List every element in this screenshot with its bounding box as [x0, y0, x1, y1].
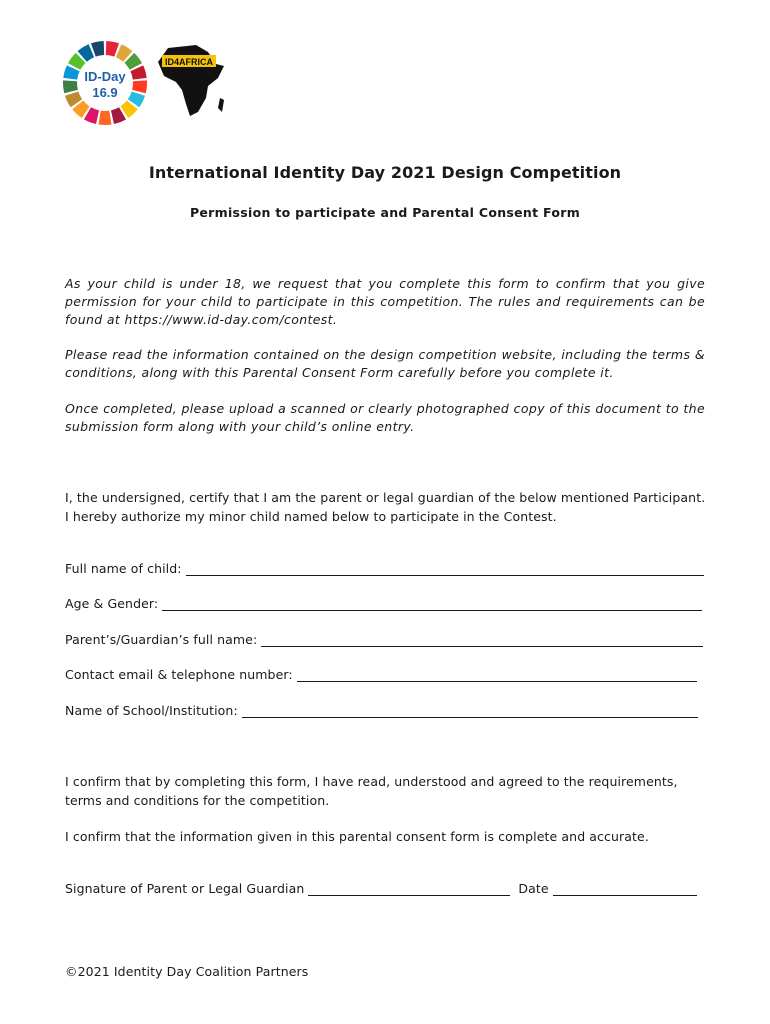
id-day-logo-line2: 16.9	[92, 85, 118, 100]
ring-segment	[91, 41, 104, 57]
school-label: Name of School/Institution:	[65, 703, 238, 718]
intro-paragraph-2: Please read the information contained on the design competition website, including the terms & conditions, along with this Parental Consent Form carefully before you complete it.	[65, 347, 705, 380]
signature-field[interactable]	[65, 881, 697, 896]
intro-paragraph-1: As your child is under 18, we request that you complete this form to confirm that you give permission for your child to participate in this competition. The rules and requirements can be found at https://www.id-day.com/contest.	[65, 276, 705, 327]
form-title: International Identity Day 2021 Design Competition	[148, 163, 622, 182]
contact-label: Contact email & telephone number:	[65, 667, 293, 682]
id4africa-logo	[156, 42, 226, 118]
contact-field[interactable]	[65, 667, 697, 682]
school-blank[interactable]	[242, 705, 698, 718]
ring-segment	[99, 111, 112, 125]
date-label: Date	[518, 881, 549, 896]
date-blank[interactable]	[553, 883, 697, 896]
certify-line-2: I hereby authorize my minor child named below to participate in the Contest.	[65, 509, 557, 524]
signature-label: Signature of Parent or Legal Guardian	[65, 881, 305, 896]
form-subtitle: Permission to participate and Parental Consent Form	[189, 205, 581, 220]
child-name-blank[interactable]	[186, 563, 704, 576]
intro-paragraph-3: Once completed, please upload a scanned or clearly photographed copy of this document to the submission form along with your child’s online entry.	[65, 401, 705, 434]
school-field[interactable]	[65, 703, 698, 718]
ring-segment	[132, 80, 147, 93]
guardian-name-label: Parent’s/Guardian’s full name:	[65, 632, 258, 647]
age-gender-field[interactable]	[65, 596, 702, 611]
signature-blank[interactable]	[308, 883, 510, 896]
id-day-logo-line1: ID-Day	[84, 69, 126, 84]
confirm-statement-1: I confirm that by completing this form, I have read, understood and agreed to the requirements, terms and conditions for the competition.	[65, 774, 678, 808]
ring-segment	[63, 80, 78, 93]
id-day-logo	[62, 40, 148, 126]
guardian-name-blank[interactable]	[261, 634, 703, 647]
age-gender-blank[interactable]	[162, 598, 702, 611]
child-name-label: Full name of child:	[65, 561, 182, 576]
confirm-statement-2: I confirm that the information given in this parental consent form is complete and accurate.	[65, 829, 649, 844]
footer-copyright: ©2021 Identity Day Coalition Partners	[65, 964, 309, 979]
guardian-name-field[interactable]	[65, 632, 703, 647]
certify-line-1: I, the undersigned, certify that I am the parent or legal guardian of the below mentioned Participant.	[65, 490, 706, 505]
id4africa-logo-text: ID4AFRICA	[164, 57, 214, 67]
age-gender-label: Age & Gender:	[65, 596, 159, 611]
child-name-field[interactable]	[65, 561, 704, 576]
ring-segment	[106, 41, 119, 57]
contact-blank[interactable]	[297, 669, 697, 682]
